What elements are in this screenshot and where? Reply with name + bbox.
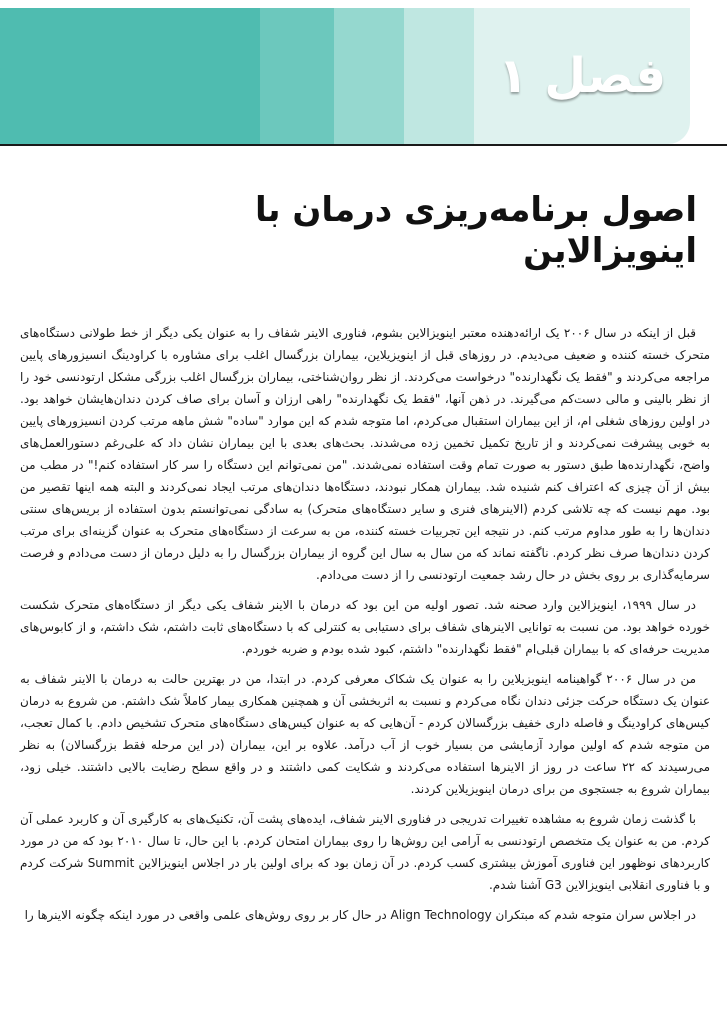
body-text <box>20 322 710 934</box>
paragraph: با گذشت زمان شروع به مشاهده تغییرات تدریجی در فناوری الاینر شفاف، ایده‌های پشت آن، تکنیک‌های به کارگیری آن و کاربرد عملی آن کردم. من به عنوان یک متخصص ارتودنسی به آرامی این روش‌ها را روی بیماران امتحان کردم. با این حال، تا سال ۲۰۱۰ بود که من در مورد کاربردهای نوظهور این فناوری آموزش بیشتری کسب کردم. در آن زمان بود که برای اولین بار در اجلاس اینویزالاین Summit شرکت کردم و با فناوری انقلابی اینویزالاین G3 آشنا شدم. <box>20 812 710 892</box>
chapter-label: فصل ۱ <box>498 48 666 104</box>
chapter-title: اصول برنامه‌ریزی درمان با اینویزالاین <box>255 190 697 271</box>
header-band-segment-3 <box>334 8 404 144</box>
chapter-label-box <box>430 8 690 144</box>
paragraph: قبل از اینکه در سال ۲۰۰۶ یک ارائه‌دهنده معتبر اینویزالاین بشوم، فناوری الاینر شفاف را به عنوان یکی دیگر از خط طولانی دستگاه‌های متحرک خسته کننده و ضعیف می‌دیدم. در روزهای قبل از اینویزیلاین، بیماران بزرگسال اغلب برای مشاوره با کراودینگ انسیزورهای پایین مراجعه می‌کردند و "فقط یک نگهدارنده" درخواست می‌کردند. از نظر روان‌شناختی، بیماران بزرگسال اغلب بزرگی مشکل ارتودنسی خود را از نظر بالینی و مالی دست‌کم می‌گیرند. در ذهن آنها، "فقط یک نگهدارنده" راهی ارزان و آسان برای صاف کردن دندان‌هایشان خواهد بود. در اولین روزهای شغلی ام، از این بیماران استقبال می‌کردم، اما متوجه شدم که این موارد "ساده" شش ماهه مرتب کردن انسیزورهای پایین به خوبی پیشرفت نمی‌کردند و از تاریخ تکمیل تخمین زده می‌شدند. بحث‌های بعدی با این بیماران نشان داد که علی‌رغم دستورالعمل‌های واضح، نگهدارنده‌ها طبق دستور به صورت تمام وقت استفاده نمی‌شدند. "من نمی‌توانم این دستگاه را سر کار استفاده کنم!" در مطب من بیش از آن چیزی که اعتراف کنم شنیده شد. بیماران همکار نبودند، دستگاه‌ها دندان‌های مرتب ایجاد نمی‌کردند و البته همه اینها تقصیر من بود. مهم نیست که چه تلاشی کردم (الاینرهای فنری و سایر دستگاه‌های متحرک) به سادگی نمی‌توانستم بدون استفاده از بریس‌های سنتی دندان‌ها را به طور مداوم مرتب کنم. در نتیجه این تجربیات خسته کننده، من به سرعت از دستگاه‌های متحرک به عنوان گزینه‌ای برای مرتب کردن دندان‌ها صرف نظر کردم. ناگفته نماند که من سال به سال این گروه از بیماران بزرگسال را به دلیل درمان از دست می‌دادم و فرصت سرمایه‌گذاری بر روی بخش در حال رشد جمعیت ارتودنسی را از دست می‌دادم. <box>19 326 710 582</box>
header-rule <box>0 144 727 146</box>
header-band-segment-1 <box>0 8 260 144</box>
header-band-segment-2 <box>260 8 334 144</box>
paragraph: در اجلاس سران متوجه شدم که مبتکران Align Technology در حال کار بر روی روش‌های علمی واقعی در مورد اینکه چگونه الاینرها را <box>24 908 696 922</box>
paragraph: در سال ۱۹۹۹، اینویزالاین وارد صحنه شد. تصور اولیه من این بود که درمان با الاینر شفاف یکی دیگر از دستگاه‌های متحرک شکست خورده خواهد بود. من نسبت به توانایی الاینرهای شفاف برای دستیابی به کنترلی که با دستگاه‌های ثابت داشتم، شک داشتم، و از کابوس‌های مدیریت حرفه‌ای که با بیماران قبلی‌ام "فقط نگهدارنده" داشتم، کبود شده بودم و ضربه خوردم. <box>20 598 710 656</box>
paragraph: من در سال ۲۰۰۶ گواهینامه اینویزیلاین را به عنوان یک شکاک معرفی کردم. در ابتدا، من در بهترین حالت به درمان با الاینر شفاف به عنوان یک دستگاه حرکت جزئی دندان نگاه می‌کردم و نسبت به اثربخشی آن و همچنین همکاری بیمار کاملاً شک داشتم. من شروع به درمان کیس‌های کراودینگ و فاصله داری خفیف بزرگسالان کردم - آن‌هایی که به عنوان کیس‌های دستگاه‌های متحرک تشخیص دادم. با کمال تعجب، من متوجه شدم که اولین موارد آزمایشی من بسیار خوب از آب درآمد. علاوه بر این، بیماران (در این مرحله فقط بزرگسالان) به نظر می‌رسیدند که ۲۲ ساعت در روز از الاینرها استفاده می‌کردند و شکایت کمی داشتند و در واقع سطح رضایت بالایی داشتند. خیلی زود، بیماران شروع به جستجوی من برای درمان اینویزیلاین کردند. <box>20 672 710 796</box>
